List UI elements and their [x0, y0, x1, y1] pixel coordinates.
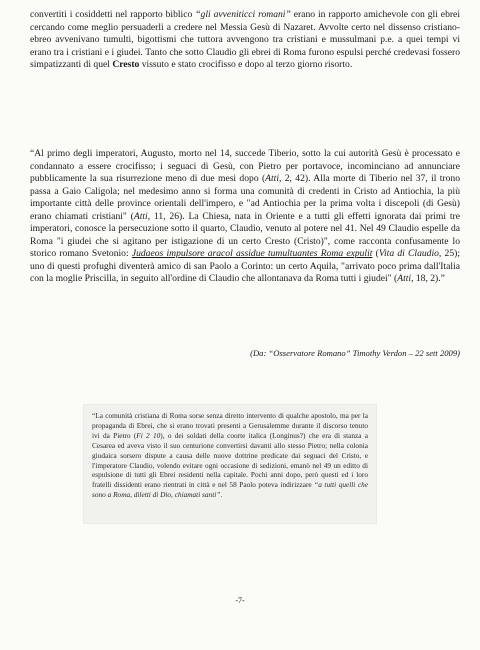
paragraph-text: , 25); uno di questi profughi diventerà amico di san Paolo a Corinto: un certo Aquila, "arrivato poco prima dall'Italia con la moglie Priscilla, in seguito all'ordine di Claudio che allontanava da Roma tutti i giudei" (	[30, 248, 460, 284]
paragraph-text: , 11, 26). La Chiesa, nata in Oriente e a tutti gli effetti ignorata dai primi tre imperatori, conosce la persecuzione sotto il quarto, Claudio, venuto al potere nel 41. Nel 49 Claudio espelle da Roma "i giudei che si agitano per istigazione di un certo Cresto (Cristo)", come racconta confusamente lo storico romano Svetonio:	[30, 210, 460, 259]
paragraph-text: “Al primo degli imperatori, Augusto, morto nel 14, succede Tiberio, sotto la cui autorità Gesù è processato e condannato a essere crocifisso; i seguaci di Gesù, con Pietro per portavoce, incominciano ad annunciare pubblicamente la sua risurrezione meno di due mesi dopo (	[30, 148, 460, 184]
clipping-text	[92, 411, 368, 500]
latin-quote: Judaeos impulsore aracol assidue tumultuantes Roma expulit	[131, 248, 373, 259]
paragraph-text: .	[220, 490, 223, 500]
paragraph-text: ), o dei soldati della coorte italica (Longinus?) che era di stanza a Cesarea ed aveva visto il suo centurione convertirsi davanti allo stesso Pietro; nella colonia giudaica sorsero dispute a causa delle nuove dottrine predicate dai seguaci del Cristo, e l'imperatore Claudio, volendo evitare ogni occasione di sedizioni, emanò nel 49 un editto di espulsione di tutti gli Ebrei residenti nella capitale. Pochi anni dopo, però questi ed i loro fratelli dissidenti erano rientrati in città e nel 58 Paolo poteva indirizzare	[92, 430, 368, 490]
page-number: -7-	[235, 596, 245, 605]
pauline-quote: “a tutti quelli che sono a Roma, diletti di Dio, chiamati santi”	[92, 480, 369, 500]
quoted-article-paragraph	[30, 148, 460, 286]
paragraph-text: erano in rapporto amichevole con gli ebrei cercando come meglio persuaderli a credere nel Messia Gesù di Nazaret. Avvolte certo nel dissenso cristiano-ebreo avvenivano tumulti, bigottismi che tuttora avvengono tra cristiani e mussulmani p.e. a quei tempi vi erano tra i cristiani e i giudei. Tanto che sotto Claudio gli ebrei di Roma furono espulsi perché credevasi fossero simpatizzanti di quel	[30, 9, 460, 70]
source-attribution: (Da: “Osservatore Romano” Timothy Verdon – 22 sett 2009)	[250, 348, 460, 358]
paragraph-text: convertiti i cosiddetti nel rapporto biblico	[30, 9, 196, 20]
citation-ref: Atti	[397, 273, 412, 284]
scanned-clipping	[84, 405, 376, 523]
citation-ref: Fi 2 10	[136, 430, 161, 440]
paragraph-text: , 18, 2).”	[411, 273, 445, 284]
paragraph-text: vissuto e stato crocifisso e dopo al terzo giorno risorto.	[139, 59, 353, 70]
paragraph-text: (	[372, 248, 379, 259]
bold-keyword: Cresto	[112, 59, 140, 70]
citation-ref: Atti	[133, 210, 148, 222]
citation-ref: Atti	[265, 173, 280, 184]
paragraph-text: “La comunità cristiana di Roma sorse senza diretto intervento di qualche apostolo, ma per la propaganda di Ebrei, che si erano trovati presenti a Gerusalemme durante il discorso tenuto ivi da Pietro (	[92, 411, 368, 440]
paragraph-text: , 2, 42). Alla morte di Tiberio nel 37, il trono passa a Gaio Caligola; nel medesimo anno si forma una comunità di credenti in Cristo ad Antiochia, la più importante città delle province orientali dell'impero, e "ad Antiochia per la prima volta i discepoli (di Gesù) erano chiamati cristiani" (	[30, 173, 460, 222]
biblical-quote: “gli avveniticci romani”	[195, 9, 291, 20]
citation-ref: Vita di Claudio	[378, 248, 439, 259]
opening-paragraph	[30, 9, 460, 72]
